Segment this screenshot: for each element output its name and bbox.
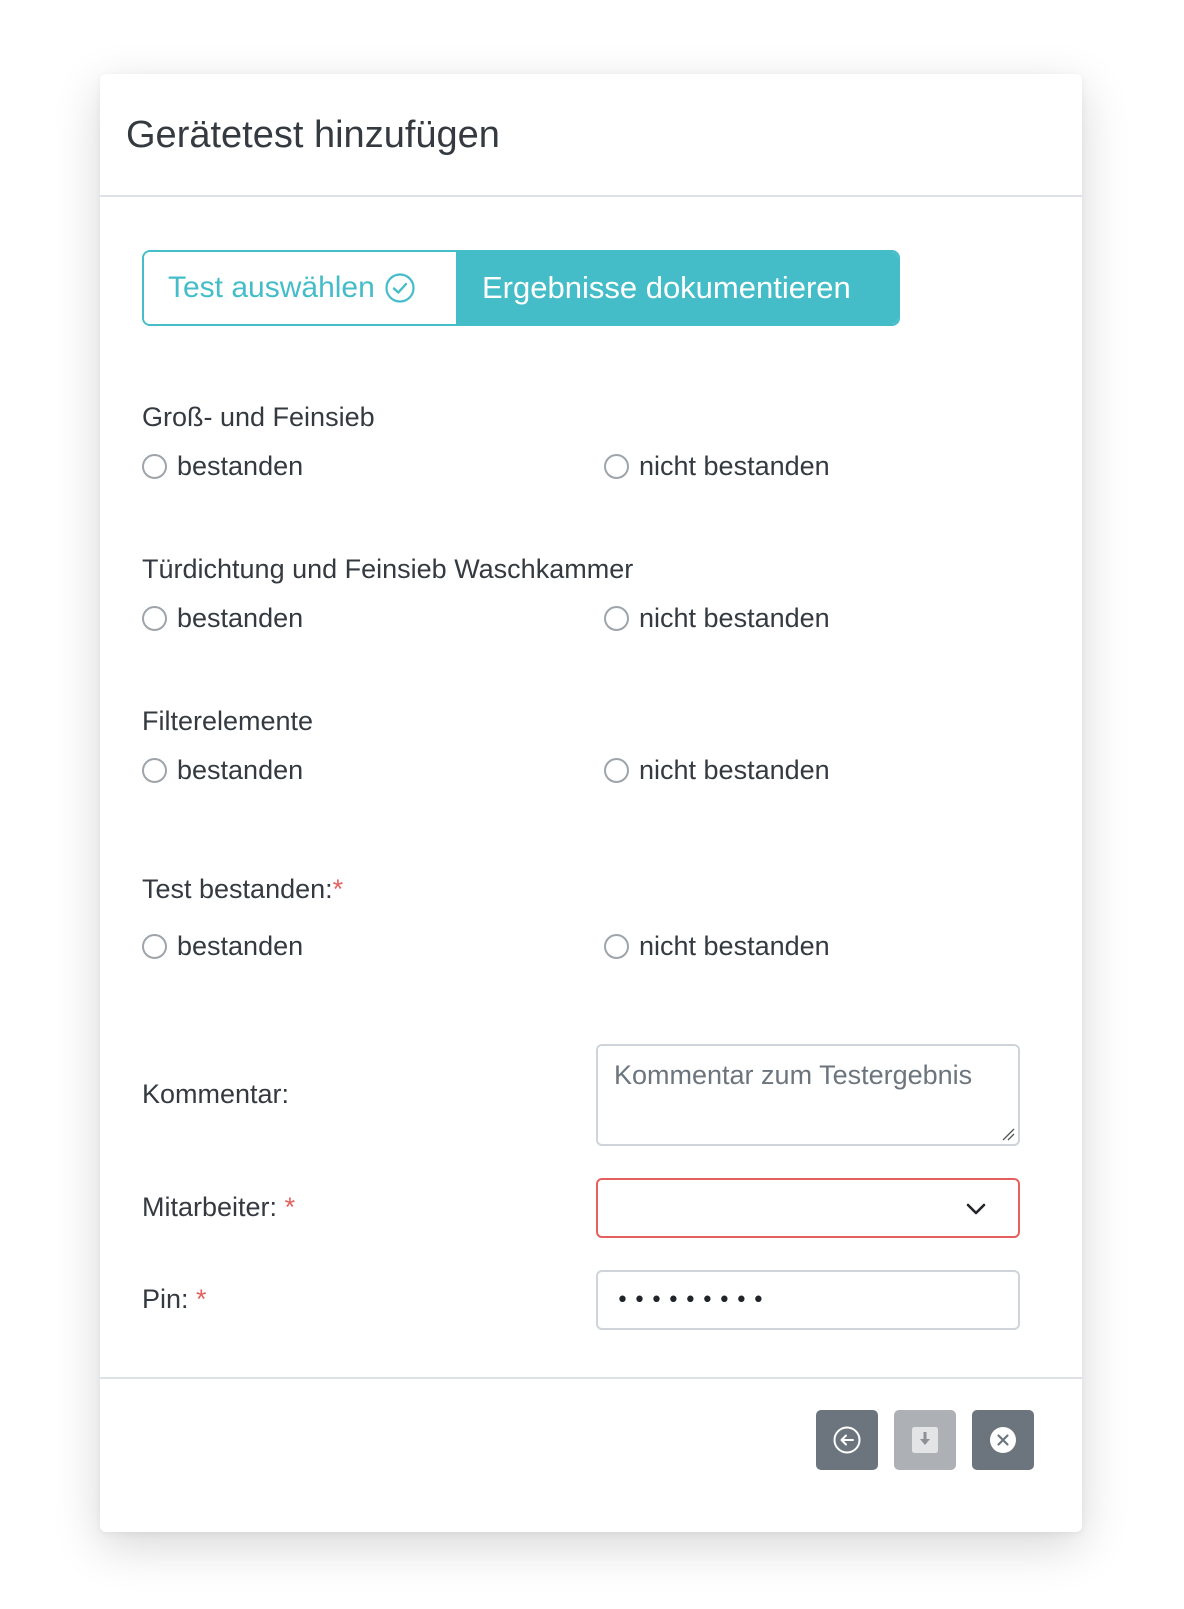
check-circle-icon bbox=[384, 272, 416, 304]
employee-label bbox=[142, 1190, 295, 1224]
radio-circle[interactable] bbox=[142, 758, 167, 783]
step-select-test-label: Test auswählen bbox=[168, 271, 375, 304]
add-device-test-modal bbox=[100, 74, 1082, 1532]
employee-label-text: Mitarbeiter: bbox=[142, 1192, 278, 1222]
radio-circle[interactable] bbox=[604, 934, 629, 959]
save-download-icon bbox=[910, 1425, 940, 1455]
radio-circle[interactable] bbox=[142, 934, 167, 959]
step-select-test[interactable] bbox=[144, 252, 456, 324]
pin-masked-value: ••••••••• bbox=[616, 1287, 769, 1313]
required-marker: * bbox=[284, 1192, 296, 1222]
close-button[interactable] bbox=[972, 1410, 1034, 1470]
radio-circle[interactable] bbox=[604, 758, 629, 783]
required-marker: * bbox=[332, 874, 344, 904]
chevron-down-icon bbox=[964, 1197, 988, 1221]
radio-label: bestanden bbox=[177, 755, 304, 785]
modal-header bbox=[100, 74, 1082, 197]
stepper bbox=[142, 250, 900, 326]
radio-label: nicht bestanden bbox=[639, 931, 830, 961]
radio-circle[interactable] bbox=[142, 454, 167, 479]
radio-sieve-passed[interactable] bbox=[142, 449, 303, 483]
comment-textarea[interactable] bbox=[596, 1044, 1020, 1146]
test-label-filter: Filterelemente bbox=[142, 706, 314, 736]
radio-filter-passed[interactable] bbox=[142, 753, 303, 787]
comment-placeholder: Kommentar zum Testergebnis bbox=[614, 1060, 973, 1090]
radio-label: nicht bestanden bbox=[639, 603, 830, 633]
pin-label-text: Pin: bbox=[142, 1284, 189, 1314]
test-label-door-seal: Türdichtung und Feinsieb Waschkammer bbox=[142, 554, 634, 584]
required-marker: * bbox=[196, 1284, 207, 1314]
radio-label: bestanden bbox=[177, 451, 304, 481]
step-document-results[interactable] bbox=[456, 252, 898, 324]
pin-input[interactable] bbox=[596, 1270, 1020, 1330]
radio-label: bestanden bbox=[177, 603, 304, 633]
close-icon bbox=[988, 1425, 1018, 1455]
radio-filter-failed[interactable] bbox=[604, 753, 830, 787]
radio-label: nicht bestanden bbox=[639, 755, 830, 785]
back-icon bbox=[832, 1425, 862, 1455]
overall-test-label-text: Test bestanden: bbox=[142, 874, 333, 904]
radio-label: nicht bestanden bbox=[639, 451, 830, 481]
comment-label: Kommentar: bbox=[142, 1079, 290, 1109]
employee-select[interactable] bbox=[596, 1178, 1020, 1238]
test-label-sieve: Groß- und Feinsieb bbox=[142, 402, 375, 432]
radio-label: bestanden bbox=[177, 931, 304, 961]
save-button[interactable] bbox=[894, 1410, 956, 1470]
radio-door-seal-failed[interactable] bbox=[604, 601, 830, 635]
radio-door-seal-passed[interactable] bbox=[142, 601, 303, 635]
radio-circle[interactable] bbox=[142, 606, 167, 631]
radio-overall-passed[interactable] bbox=[142, 929, 303, 963]
back-button[interactable] bbox=[816, 1410, 878, 1470]
radio-sieve-failed[interactable] bbox=[604, 449, 830, 483]
step-document-results-label: Ergebnisse dokumentieren bbox=[482, 270, 851, 305]
radio-circle[interactable] bbox=[604, 606, 629, 631]
pin-label bbox=[142, 1282, 207, 1316]
modal-footer-divider bbox=[100, 1377, 1082, 1379]
overall-test-label bbox=[142, 872, 343, 906]
radio-overall-failed[interactable] bbox=[604, 929, 830, 963]
modal-title: Gerätetest hinzufügen bbox=[126, 114, 500, 156]
radio-circle[interactable] bbox=[604, 454, 629, 479]
resize-grip-icon[interactable] bbox=[1001, 1127, 1015, 1141]
